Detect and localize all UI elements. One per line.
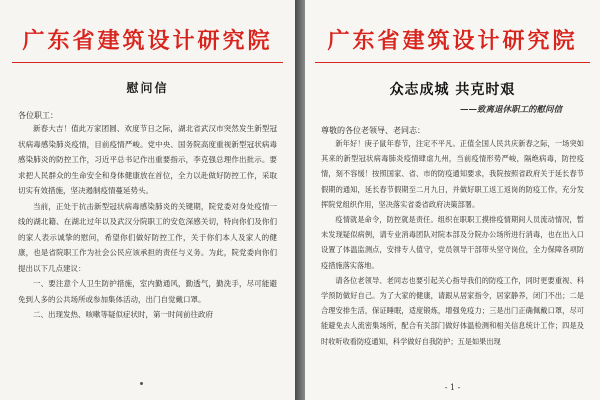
right-letterhead-org-name: 广东省建筑设计研究院: [327, 28, 578, 54]
right-letter-title: 众志成城 共克时艰: [389, 82, 516, 98]
right-document-page: [305, 0, 600, 400]
left-letterhead-org-name: 广东省建筑设计研究院: [22, 28, 273, 54]
left-paragraph-4: 二、出现发热、咳嗽等疑似症状时，第一时间前往政府: [33, 310, 213, 319]
left-letterhead-rule: [12, 62, 283, 63]
right-letter-subtitle: ——致离退休职工的慰问信: [459, 105, 562, 115]
left-paragraph-3: 一、要注意个人卫生防护措施，室内勤通风，勤透气，勤洗手，尽可能避免到人多的公共场所或参加集体活动，出门自觉戴口罩。: [18, 279, 277, 304]
right-salutation: 尊敬的各位老领导、老同志：: [321, 126, 425, 135]
page-gutter-shadow: [295, 0, 305, 400]
right-paragraph-2: 疫情就是命令，防控就是责任。组织在职职工摸排疫情期间人员流动情况，暂未发现疑似病例，请专业消毒团队对院本部及分院办公场所进行消毒，也在出入口设置了体温监测点，安排专人值守，党员领导干部带头坚守岗位，全力保障各项防疫措施落实落地。: [321, 215, 584, 270]
left-scan-speck: [140, 382, 143, 385]
right-page-number: - 1 -: [444, 383, 461, 392]
right-letterhead-rule: [315, 62, 590, 63]
left-paragraph-1: 新春大吉！值此万家团圆、欢度节日之际，湖北省武汉市突然发生新型冠状病毒感染肺炎疫情，目前疫情严峻。党中央、国务院高度重视新型冠状病毒感染肺炎的防控工作，习近平总书记作出重要指示，李克强总理作出批示。要求把人民群众的生命安全和身体健康放在首位，全力以赴做好防控工作，采取切实有效措施，坚决遏制疫情蔓延势头。: [18, 124, 277, 195]
left-letter-title: 慰问信: [126, 81, 169, 95]
right-paragraph-3: 请各位老领导、老同志也要引起关心指导我们的防疫工作，同时更要重视、科学预防做好自己。为了大家的健康，请跟从居家指令，居家静养，闭门不出；二是合理安排生活，保证睡眠，适度锻炼，增强免疫力；三是出门正确佩戴口罩，尽可能避免去人流密集场所，配合有关部门做好体温检测和相关信息统计工作；四是及时收听收看防疫通知，科学做好自我防护；五是如果出现: [321, 275, 584, 346]
left-paragraph-2: 当前，正处于抗击新型冠状病毒感染肺炎的关键期，院党委对身处疫情一线的湖北籍、在湖北过年以及武汉分院职工的安危深感关切，特向你们及你们的家人表示诚挚的慰问，希望你们做好防控工作，关于你们本人及家人的健康，也是省院职工作为社会公民应该承担的责任与义务。为此，院党委向你们提出以下几点建议：: [18, 201, 277, 273]
left-salutation: 各位职工：: [18, 111, 58, 120]
right-paragraph-1: 新年好！庚子鼠年春节，注定不平凡。正值全国人民共庆新春之际，一场突如其来的新型冠状病毒肺炎疫情肆虐九州，当前疫情形势严峻，隔绝病毒，防控疫情，刻不容缓！按照国家、省、市的防疫通知要求，我院按照省政府关于延长春节假期的通知，延长春节假期至二月九日，并做好职工返工返岗的防疫工作，充分发挥院党组织作用，坚决落实省委省政府决策部署。: [321, 139, 584, 209]
left-document-page: [0, 0, 295, 400]
